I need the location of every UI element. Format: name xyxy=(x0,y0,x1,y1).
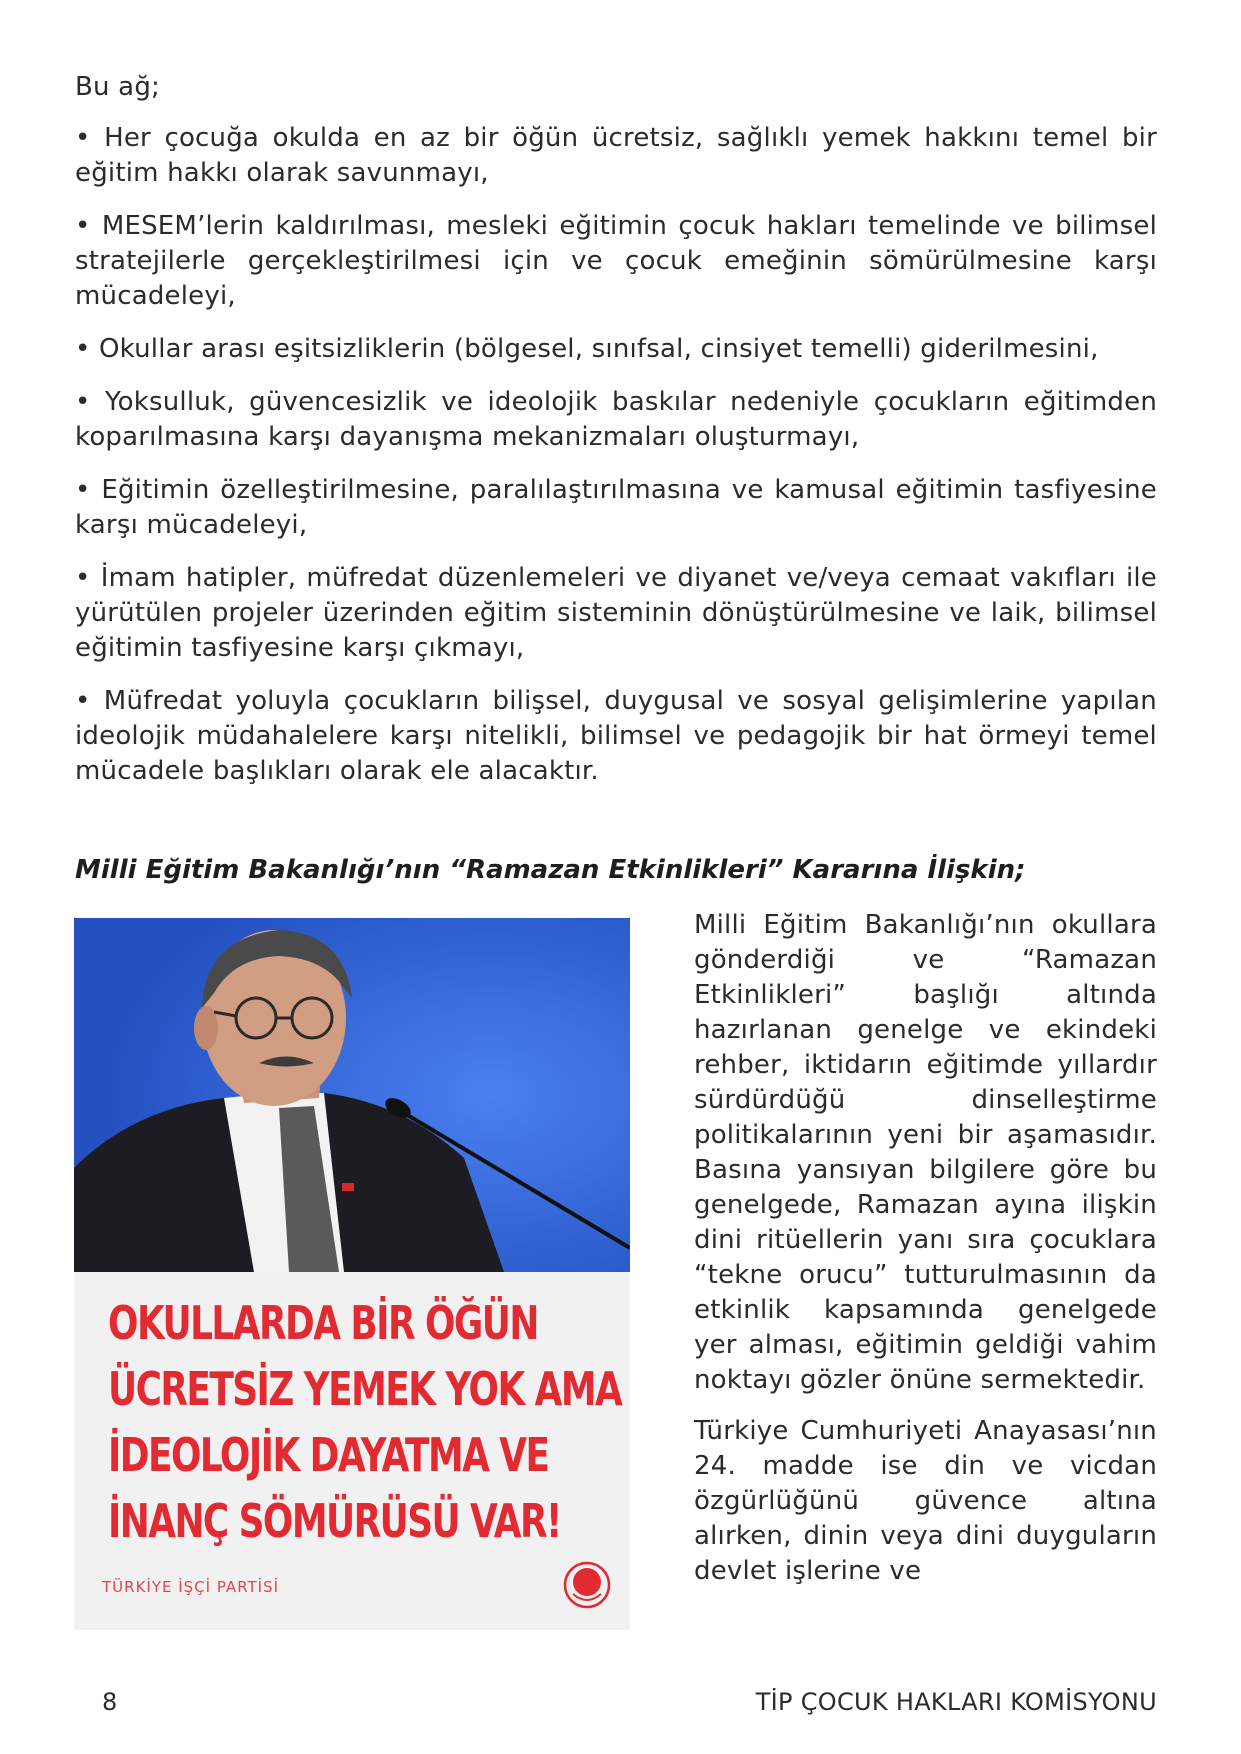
side-text-column xyxy=(694,908,1157,1605)
intro-text: Bu ağ; xyxy=(75,72,160,102)
bullet-item: • Yoksulluk, güvencesizlik ve ideolojik baskılar nedeniyle çocukların eğitimden koparılmasına karşı dayanışma mekanizmaları oluşturmayı, xyxy=(75,387,1157,452)
minister-photo xyxy=(74,918,630,1272)
bullet-item: • Her çocuğa okulda en az bir öğün ücretsiz, sağlıklı yemek hakkını temel bir eğitim hakkı olarak savunmayı, xyxy=(75,123,1157,188)
bullet-item: • Eğitimin özelleştirilmesine, paralılaştırılmasına ve kamusal eğitimin tasfiyesine karşı mücadeleyi, xyxy=(75,475,1157,540)
tip-logo-icon xyxy=(562,1560,612,1610)
party-name: TÜRKİYE İŞÇİ PARTİSİ xyxy=(102,1578,280,1596)
bullet-section xyxy=(75,70,1157,807)
poster-line: ÜCRETSİZ YEMEK YOK AMA xyxy=(108,1362,622,1416)
side-paragraph: Milli Eğitim Bakanlığı’nın okullara gönderdiği ve “Ramazan Etkinlikleri” başlığı altında hazırlanan genelge ve ekindeki rehber, iktidarın eğitimde yıllardır sürdürdüğü dinselleştirme politikalarının yeni bir aşamasıdır. Basına yansıyan bilgilere göre bu genelgede, Ramazan ayına ilişkin dini ritüellerin yanı sıra çocuklara “tekne orucu” tutturulmasının da etkinlik kapsamında genelgede yer alması, eğitimin geldiği vahim noktayı gözler önüne sermektedir. xyxy=(694,910,1157,1395)
bullet-item: • Müfredat yoluyla çocukların bilişsel, duygusal ve sosyal gelişimlerine yapılan ideolojik müdahalelere karşı nitelikli, bilimsel ve pedagojik bir hat örmeyi temel mücadele başlıkları olarak ele alacaktır. xyxy=(75,686,1157,786)
poster-line: İNANÇ SÖMÜRÜSÜ VAR! xyxy=(108,1494,561,1548)
bullet-item: • Okullar arası eşitsizliklerin (bölgesel, sınıfsal, cinsiyet temelli) giderilmesini, xyxy=(75,334,1099,364)
bullet-item: • İmam hatipler, müfredat düzenlemeleri ve diyanet ve/veya cemaat vakıfları ile yürütülen projeler üzerinden eğitim sisteminin dönüştürülmesine ve laik, bilimsel eğitimin tasfiyesine karşı çıkmayı, xyxy=(75,563,1157,663)
section-heading: Milli Eğitim Bakanlığı’nın “Ramazan Etkinlikleri” Kararına İlişkin; xyxy=(75,855,1026,885)
poster-image xyxy=(74,918,630,1630)
page-number: 8 xyxy=(102,1688,118,1716)
footer-commission: TİP ÇOCUK HAKLARI KOMİSYONU xyxy=(755,1688,1157,1716)
poster-line: İDEOLOJİK DAYATMA VE xyxy=(108,1428,549,1482)
speaker-illustration xyxy=(74,918,630,1272)
poster-line: OKULLARDA BİR ÖĞÜN xyxy=(108,1296,538,1350)
poster-headline xyxy=(108,1290,622,1554)
side-paragraph: Türkiye Cumhuriyeti Anayasası’nın 24. madde ise din ve vicdan özgürlüğünü güvence altına alırken, dinin veya dini duyguların devlet işlerine ve xyxy=(694,1416,1157,1586)
bullet-item: • MESEM’lerin kaldırılması, mesleki eğitimin çocuk hakları temelinde ve bilimsel stratejilerle gerçekleştirilmesi için ve çocuk emeğinin sömürülmesine karşı mücadeleyi, xyxy=(75,211,1157,311)
